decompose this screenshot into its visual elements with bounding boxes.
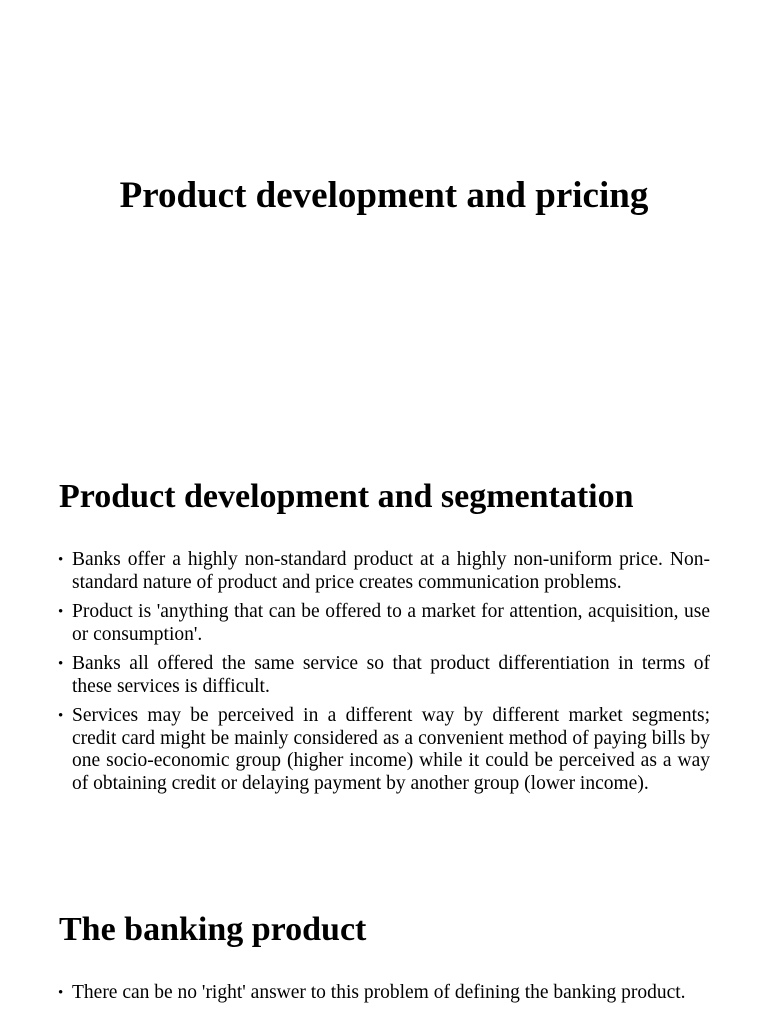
bullet-item xyxy=(58,705,710,795)
slide-title xyxy=(0,0,768,420)
bullet-item xyxy=(58,549,710,594)
slide-heading: Product development and segmentation xyxy=(59,478,634,515)
bullet-item xyxy=(58,601,710,646)
bullet-text: Product is 'anything that can be offered to a market for attention, acquisition, use or consumption'. xyxy=(72,601,710,645)
bullet-icon: • xyxy=(58,656,64,672)
slide-heading: The banking product xyxy=(59,911,367,948)
bullet-list xyxy=(58,549,710,802)
bullet-icon: • xyxy=(58,708,64,724)
bullet-item xyxy=(58,982,710,1005)
bullet-text: Banks all offered the same service so that product differentiation in terms of these services is difficult. xyxy=(72,653,710,697)
slide-title-text: Product development and pricing xyxy=(119,175,649,216)
slide-product-development xyxy=(0,455,768,875)
bullet-list xyxy=(58,982,710,1012)
bullet-item xyxy=(58,653,710,698)
bullet-icon: • xyxy=(58,604,64,620)
bullet-text: Services may be perceived in a different way by different market segments; credit card might be mainly considered as a convenient method of paying bills by one socio-economic group (higher income) while it could be perceived as a way of obtaining credit or delaying payment by another group (lower income). xyxy=(72,705,710,794)
bullet-icon: • xyxy=(58,985,64,1001)
bullet-icon: • xyxy=(58,552,64,568)
slide-banking-product xyxy=(0,890,768,1024)
bullet-text: There can be no 'right' answer to this problem of defining the banking product. xyxy=(72,982,686,1003)
bullet-text: Banks offer a highly non-standard product at a highly non-uniform price. Non-standard nature of product and price creates communication problems. xyxy=(72,549,710,593)
